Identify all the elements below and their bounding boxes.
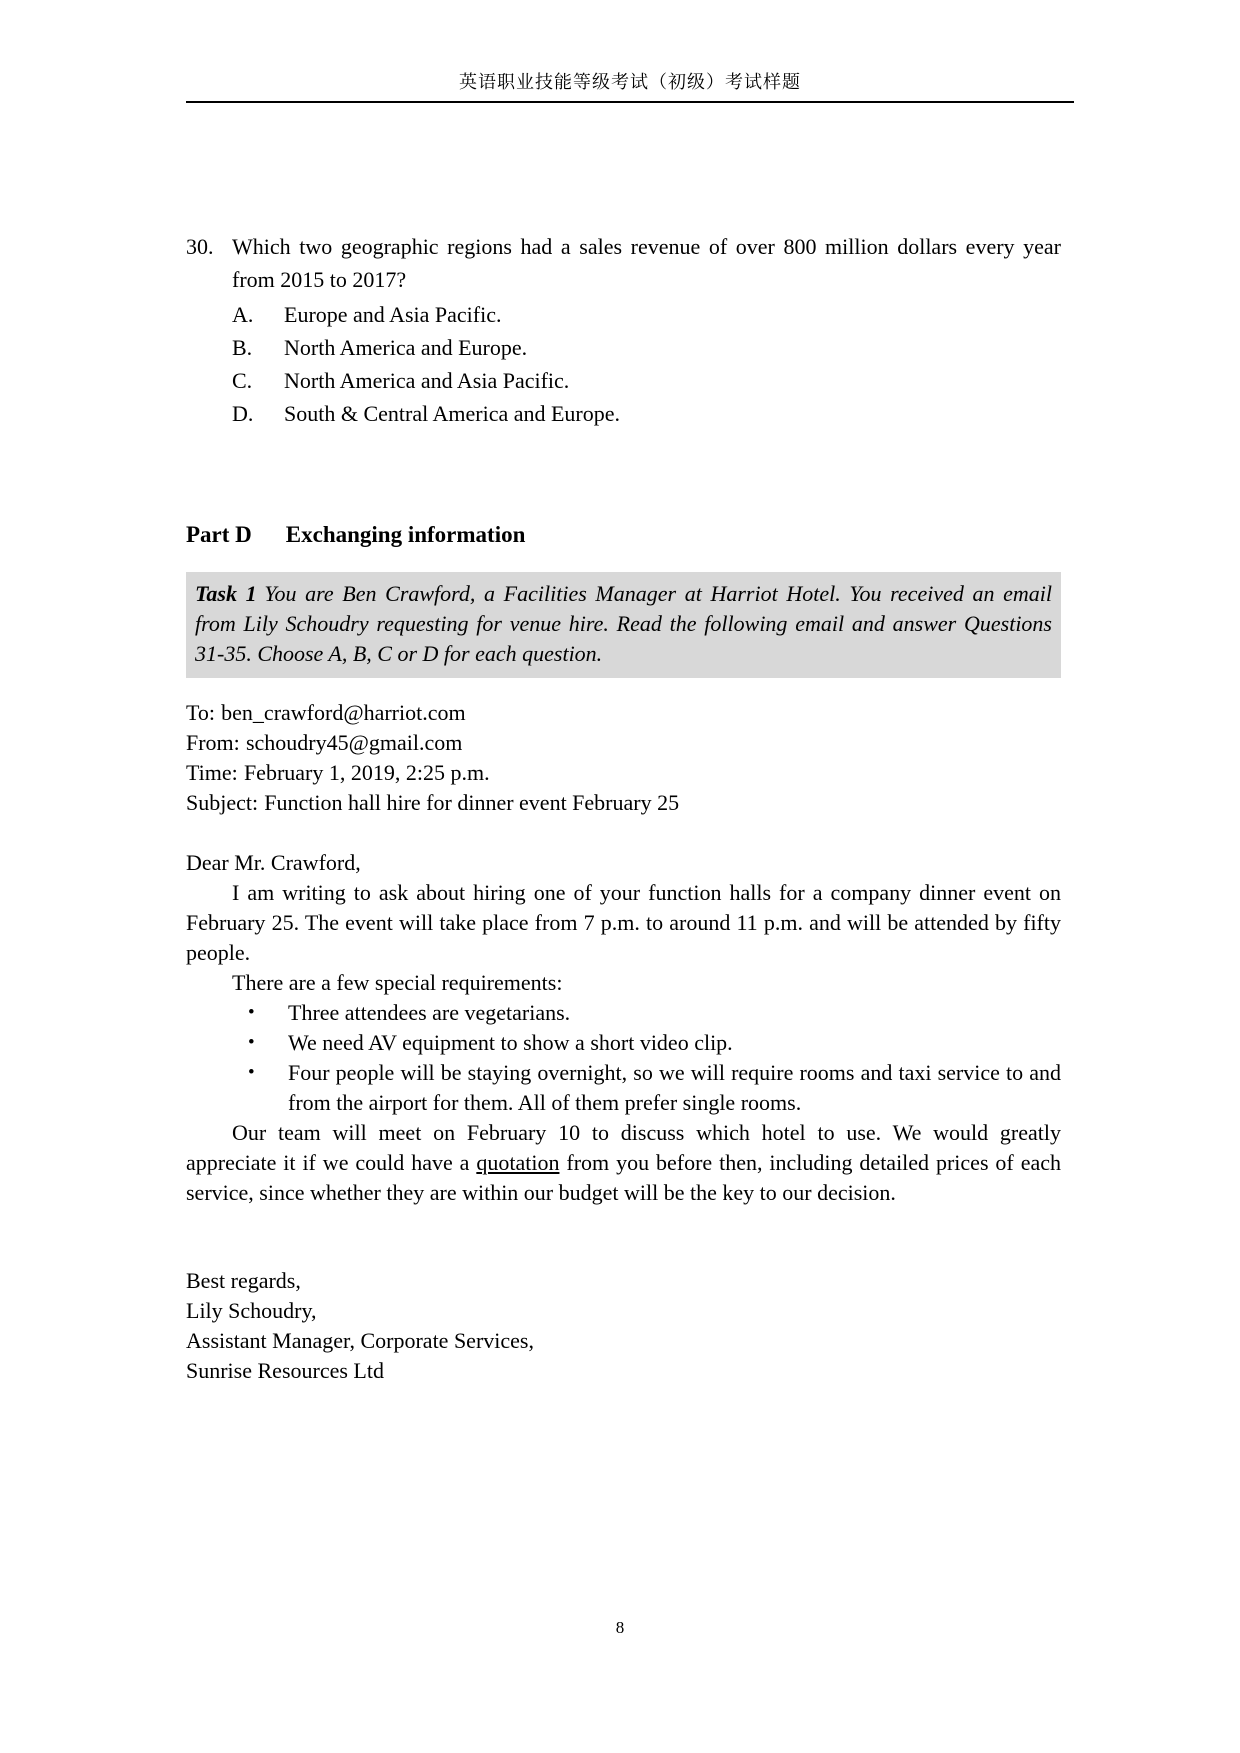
requirement-2-text: We need AV equipment to show a short video clip. xyxy=(288,1030,733,1055)
page-number: 8 xyxy=(615,1618,625,1637)
question-number: 30. xyxy=(186,234,214,259)
question-30-options xyxy=(186,298,1061,430)
closing-text-after: from you before then, including detailed prices of each service, since whether they are within our budget will be the key to our decision. xyxy=(186,1150,1061,1205)
email-from-line xyxy=(186,728,1061,758)
part-d-label: Part D xyxy=(186,522,252,547)
email-to-label: To: xyxy=(186,700,216,725)
option-b-letter: B. xyxy=(232,335,253,360)
question-text: Which two geographic regions had a sales revenue of over 800 million dollars every year from 2015 to 2017? xyxy=(232,234,1061,292)
email-paragraph-1: I am writing to ask about hiring one of your function halls for a company dinner event on February 25. The event will take place from 7 p.m. to around 11 p.m. and will be attended by fifty people. xyxy=(186,880,1061,965)
email-requirements-intro: There are a few special requirements: xyxy=(232,970,563,995)
quotation-underlined-word: quotation xyxy=(476,1150,560,1175)
signature-regards: Best regards, xyxy=(186,1268,301,1293)
page-header xyxy=(186,0,1074,103)
requirement-3-text: Four people will be staying overnight, so we will require rooms and taxi service to and from the airport for them. All of them prefer single rooms. xyxy=(288,1060,1061,1115)
signature-role: Assistant Manager, Corporate Services, xyxy=(186,1328,534,1353)
email-salutation: Dear Mr. Crawford, xyxy=(186,850,361,875)
signature-company: Sunrise Resources Ltd xyxy=(186,1358,384,1383)
part-d-heading xyxy=(186,520,1061,550)
option-c-text: North America and Asia Pacific. xyxy=(284,368,570,393)
part-d-title: Exchanging information xyxy=(285,522,526,547)
email-subject-line xyxy=(186,788,1061,818)
email-time-label: Time: xyxy=(186,760,238,785)
option-a-text: Europe and Asia Pacific. xyxy=(284,302,502,327)
option-d xyxy=(186,397,1061,430)
task-1-text: You are Ben Crawford, a Facilities Manager at Harriot Hotel. You received an email from Lily Schoudry requesting for venue hire. Read the following email and answer Questions 31-35. Choose A, B, C or D for each question. xyxy=(195,581,1053,666)
bullet-icon: • xyxy=(248,1062,255,1083)
email-to-line xyxy=(186,698,1061,728)
option-a-letter: A. xyxy=(232,302,254,327)
list-item xyxy=(186,1028,1061,1058)
option-a xyxy=(186,298,1061,331)
option-b-text: North America and Europe. xyxy=(284,335,528,360)
requirements-list xyxy=(186,998,1061,1118)
list-item xyxy=(186,998,1061,1028)
email-subject-label: Subject: xyxy=(186,790,259,815)
bullet-icon: • xyxy=(248,1002,255,1023)
email-subject-value: Function hall hire for dinner event February 25 xyxy=(264,790,680,815)
option-c xyxy=(186,364,1061,397)
page-content xyxy=(186,112,1061,1386)
option-c-letter: C. xyxy=(232,368,253,393)
requirement-1-text: Three attendees are vegetarians. xyxy=(288,1000,571,1025)
email-signature xyxy=(186,1266,1061,1386)
email-passage xyxy=(186,698,1061,1386)
task-1-label: Task 1 xyxy=(195,581,257,606)
email-time-value: February 1, 2019, 2:25 p.m. xyxy=(243,760,490,785)
page-footer xyxy=(0,1618,1240,1638)
bullet-icon: • xyxy=(248,1032,255,1053)
email-closing-paragraph xyxy=(186,1118,1061,1208)
closing-text-before: Our team will meet on February 10 to discuss which hotel to use. We would greatly appreciate it if we could have a xyxy=(186,1120,1061,1175)
email-to-value: ben_crawford@harriot.com xyxy=(221,700,466,725)
question-30 xyxy=(186,230,1061,430)
task-1-instruction-box xyxy=(186,572,1061,678)
option-b xyxy=(186,331,1061,364)
header-title: 英语职业技能等级考试（初级）考试样题 xyxy=(459,72,801,92)
option-d-text: South & Central America and Europe. xyxy=(284,401,621,426)
list-item xyxy=(186,1058,1061,1118)
email-from-label: From: xyxy=(186,730,240,755)
signature-name: Lily Schoudry, xyxy=(186,1298,317,1323)
email-from-value: schoudry45@gmail.com xyxy=(245,730,463,755)
option-d-letter: D. xyxy=(232,401,254,426)
question-30-stem xyxy=(186,230,1061,296)
email-time-line xyxy=(186,758,1061,788)
